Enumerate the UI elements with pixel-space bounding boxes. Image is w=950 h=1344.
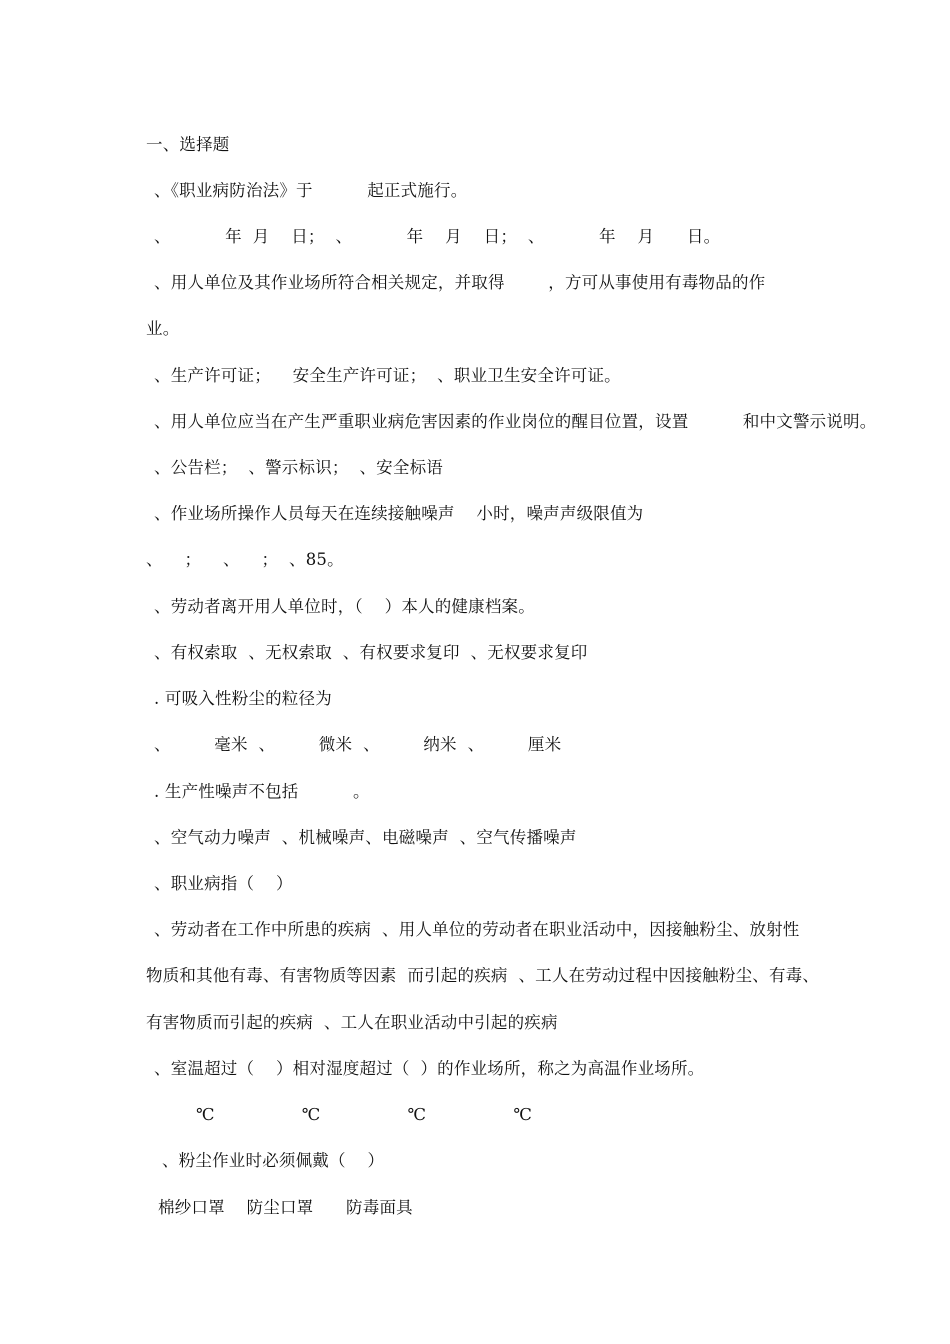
question-8-option-line-1: 、劳动者在工作中所患的疾病 、用人单位的劳动者在职业活动中，因接触粉尘、放射性: [154, 920, 800, 939]
question-2-options: 、生产许可证； 安全生产许可证； 、职业卫生安全许可证。: [154, 366, 621, 385]
question-7: . 生产性噪声不包括 。: [154, 782, 370, 801]
question-4: 、作业场所操作人员每天在连续接触噪声 小时，噪声声级限值为: [154, 504, 644, 523]
question-1: 、《职业病防治法》于 起正式施行。: [154, 181, 468, 200]
question-8: 、职业病指（ ）: [154, 874, 293, 893]
question-10-options: 棉纱口罩 防尘口罩 防毒面具: [158, 1198, 413, 1217]
question-6-options: 、 毫米 、 微米 、 纳米 、 厘米: [154, 735, 562, 754]
question-5: 、劳动者离开用人单位时，（ ）本人的健康档案。: [154, 597, 535, 616]
question-8-option-line-3: 有害物质而引起的疾病 、工人在职业活动中引起的疾病: [146, 1013, 558, 1032]
section-title: 一、选择题: [146, 135, 230, 154]
question-2-continued: 业。: [146, 319, 180, 338]
question-8-option-line-2: 物质和其他有毒、有害物质等因素 而引起的疾病 、工人在劳动过程中因接触粉尘、有毒、: [146, 966, 820, 985]
question-1-options: 、 年 月 日； 、 年 月 日； 、 年 月 日。: [154, 227, 721, 246]
question-7-options: 、空气动力噪声 、机械噪声、电磁噪声 、空气传播噪声: [154, 828, 577, 847]
question-3: 、用人单位应当在产生严重职业病危害因素的作业岗位的醒目位置，设置 和中文警示说明。: [154, 412, 877, 431]
question-9: 、室温超过（ ）相对湿度超过（ ）的作业场所，称之为高温作业场所。: [154, 1059, 705, 1078]
question-4-options: 、 ； 、 ； 、85。: [146, 550, 344, 569]
question-10: 、粉尘作业时必须佩戴（ ）: [162, 1151, 385, 1170]
question-5-options: 、有权索取 、无权索取 、有权要求复印 、无权要求复印: [154, 643, 588, 662]
question-6: . 可吸入性粉尘的粒径为: [154, 689, 332, 708]
question-3-options: 、公告栏； 、警示标识； 、安全标语: [154, 458, 443, 477]
question-9-options: ℃ ℃ ℃ ℃: [196, 1105, 532, 1124]
question-2: 、用人单位及其作业场所符合相关规定，并取得 ，方可从事使用有毒物品的作: [154, 273, 766, 292]
